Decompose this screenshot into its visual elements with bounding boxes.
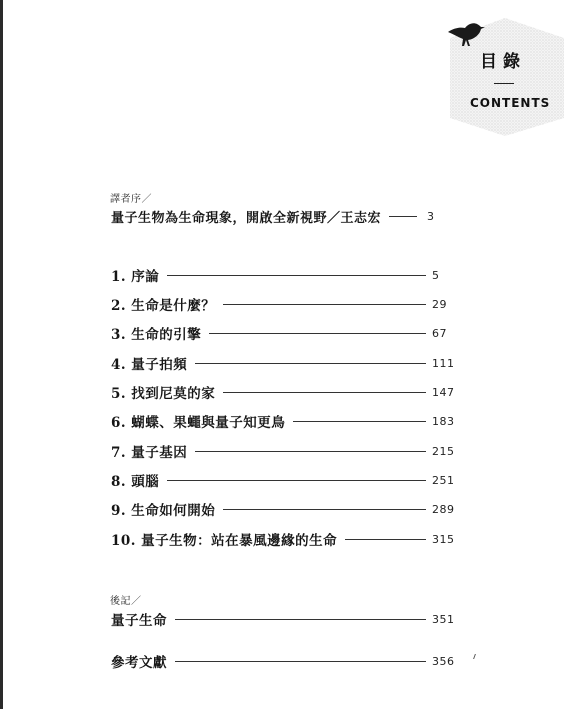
toc-entry-title: 2. 生命是什麼？: [111, 298, 216, 314]
bird-icon: [446, 18, 486, 48]
toc-entry-chapter[interactable]: [111, 529, 462, 549]
leader-line: [175, 619, 426, 620]
leader-line: [223, 392, 426, 393]
toc-entry-page: 289: [432, 502, 455, 516]
toc-entry-page: 351: [432, 612, 455, 626]
toc-entry-page: 183: [432, 414, 455, 428]
toc-entry-page: 356: [432, 654, 455, 668]
toc-entry-page: 147: [432, 385, 455, 399]
toc-entry-title: 3. 生命的引擎: [111, 327, 202, 343]
toc-entry-title: 量子生命: [111, 613, 167, 629]
toc-entry-title: 6. 蝴蝶、果蠅與量子知更鳥: [111, 415, 286, 431]
toc-entry-chapter[interactable]: [111, 353, 462, 373]
contents-subtitle: CONTENTS: [470, 96, 551, 110]
toc-entry-page: 67: [432, 326, 447, 340]
toc-entry-chapter[interactable]: [111, 441, 462, 461]
leader-line: [209, 333, 426, 334]
toc-entry-chapter[interactable]: [111, 499, 462, 519]
leader-line: [293, 421, 426, 422]
leader-line: [223, 509, 426, 510]
toc-entry-page: 215: [432, 444, 455, 458]
toc-entry-title: 7. 量子基因: [111, 445, 188, 461]
leader-line: [167, 275, 426, 276]
leader-line: [167, 480, 426, 481]
toc-entry-chapter[interactable]: [111, 470, 462, 490]
page-edge: [0, 0, 3, 709]
toc-entry-chapter[interactable]: [111, 323, 462, 343]
leader-line: [223, 304, 426, 305]
afterword-label: 後記／: [110, 596, 142, 607]
toc-entry-chapter[interactable]: [111, 294, 462, 314]
toc-entry-chapter[interactable]: [111, 411, 462, 431]
toc-entry-title: 4. 量子拍頻: [111, 357, 188, 373]
toc-entry-title: 參考文獻: [111, 655, 167, 671]
toc-entry-title: 量子生物為生命現象，開啟全新視野／王志宏: [111, 210, 382, 226]
toc-entry-chapter[interactable]: [111, 382, 462, 402]
leader-line: [195, 363, 426, 364]
toc-entry-chapter[interactable]: [111, 265, 462, 285]
leader-line: [345, 539, 426, 540]
stray-mark: [473, 654, 479, 659]
toc-entry-page: 251: [432, 473, 455, 487]
toc-entry-afterword[interactable]: [111, 609, 462, 629]
toc-entry-references[interactable]: [111, 651, 462, 671]
title-divider: [494, 83, 514, 84]
toc-entry-preface[interactable]: [111, 206, 471, 226]
contents-badge: [446, 18, 564, 136]
toc-entry-title: 5. 找到尼莫的家: [111, 386, 216, 402]
toc-entry-title: 8. 頭腦: [111, 474, 160, 490]
toc-entry-page: 5: [432, 268, 440, 282]
toc-entry-page: 315: [432, 532, 455, 546]
toc-entry-page: 3: [427, 209, 435, 223]
leader-line: [195, 451, 426, 452]
toc-entry-page: 111: [432, 356, 455, 370]
toc-entry-title: 10. 量子生物：站在暴風邊緣的生命: [111, 533, 338, 549]
toc-entry-title: 9. 生命如何開始: [111, 503, 216, 519]
preface-label: 譯者序／: [110, 194, 152, 205]
toc-entry-title: 1. 序論: [111, 269, 160, 285]
contents-title: 目錄: [480, 52, 526, 72]
toc-entry-page: 29: [432, 297, 447, 311]
leader-line: [175, 661, 426, 662]
leader-line: [389, 216, 417, 217]
